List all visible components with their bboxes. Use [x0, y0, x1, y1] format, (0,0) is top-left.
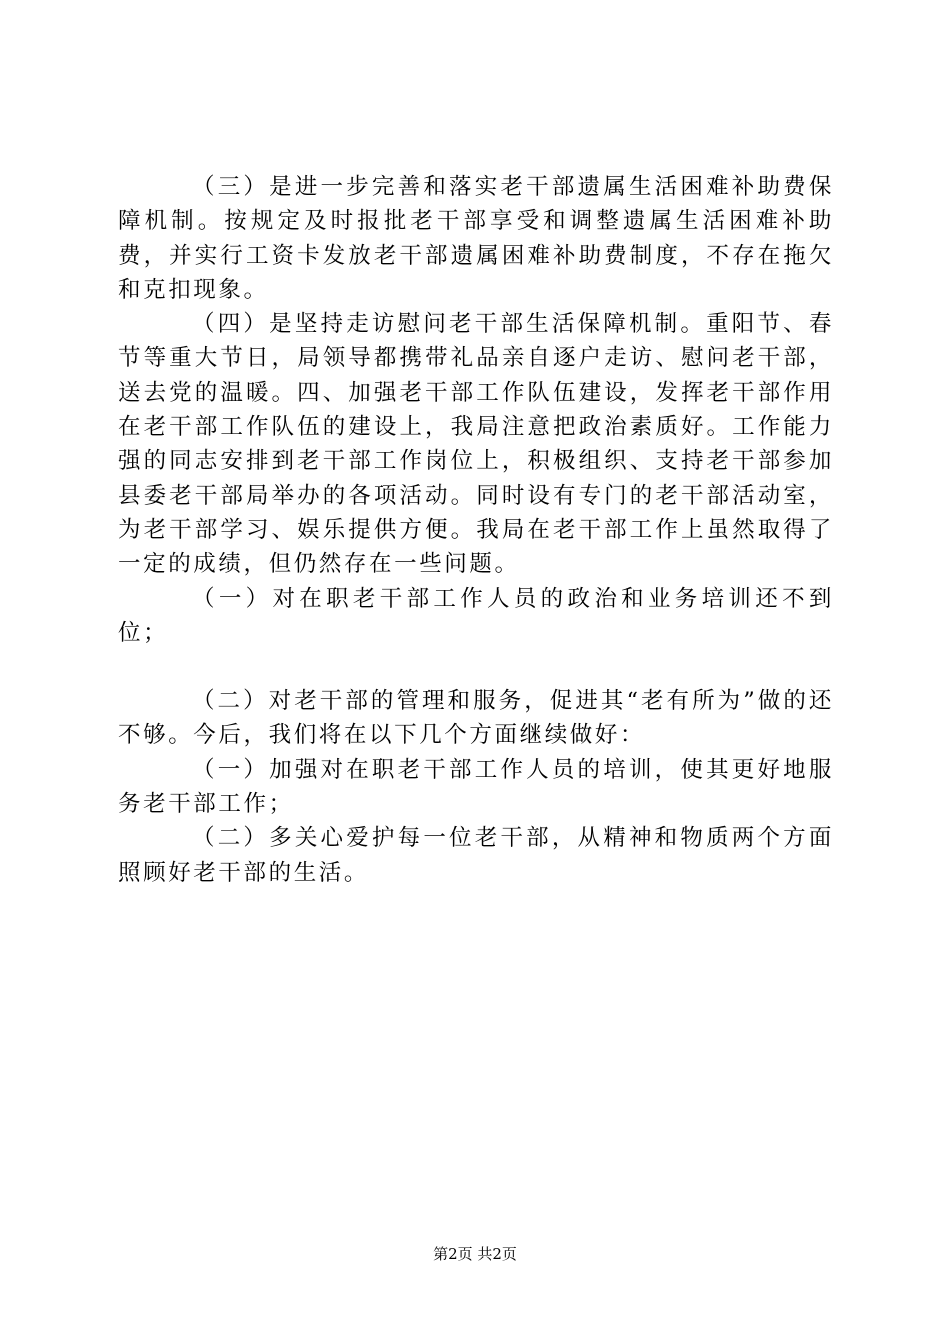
paragraph-problem-1: （一）对在职老干部工作人员的政治和业务培训还不到位； [118, 585, 834, 646]
paragraph-plan-2: （二）多关心爱护每一位老干部，从精神和物质两个方面照顾好老干部的生活。 [118, 825, 834, 886]
paragraph-3-guarantee: （三）是进一步完善和落实老干部遗属生活困难补助费保障机制。按规定及时报批老干部享受和调整遗属生活困难补助费，并实行工资卡发放老干部遗属困难补助费制度，不存在拖欠和克扣现象。 [118, 174, 834, 303]
paragraph-spacer [118, 650, 834, 684]
page-number: 第2页 共2页 [433, 1245, 517, 1263]
paragraph-4-visits: （四）是坚持走访慰问老干部生活保障机制。重阳节、春节等重大节日，局领导都携带礼品亲自逐户走访、慰问老干部，送去党的温暖。四、加强老干部工作队伍建设，发挥老干部作用在老干部工作队伍的建设上，我局注意把政治素质好。工作能力强的同志安排到老干部工作岗位上，积极组织、支持老干部参加县委老干部局举办的各项活动。同时设有专门的老干部活动室，为老干部学习、娱乐提供方便。我局在老干部工作上虽然取得了一定的成绩，但仍然存在一些问题。 [118, 311, 834, 578]
paragraph-plan-1: （一）加强对在职老干部工作人员的培训，使其更好地服务老干部工作； [118, 756, 834, 818]
document-body [118, 170, 834, 890]
paragraph-problem-2: （二）对老干部的管理和服务，促进其“老有所为”做的还不够。今后，我们将在以下几个方面继续做好： [118, 688, 834, 749]
page-footer [0, 1244, 950, 1264]
